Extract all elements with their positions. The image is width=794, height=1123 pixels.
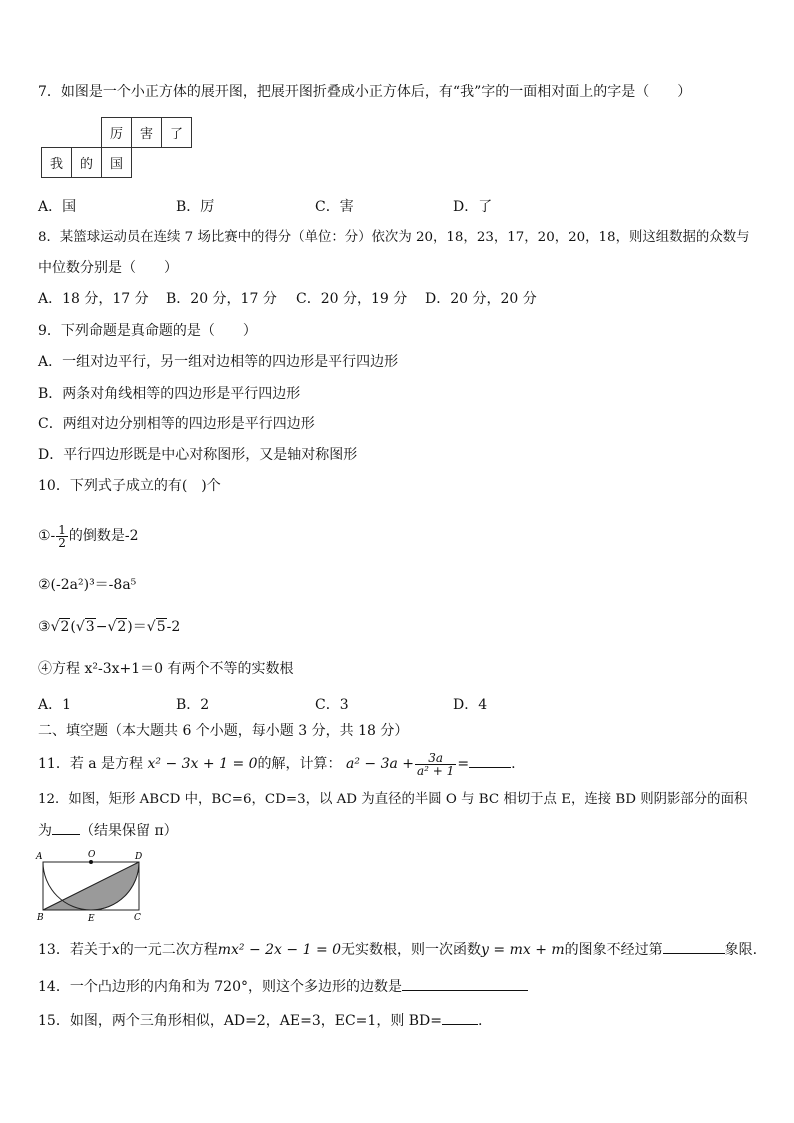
item1-prefix: ①- (38, 528, 56, 544)
q11-expression: a² − 3a + (346, 756, 415, 772)
paren-close-equals: )＝ (127, 619, 147, 635)
q9-option-c: C．两组对边分别相等的四边形是平行四边形 (38, 416, 315, 432)
q11 (38, 746, 516, 782)
q10-option-a: A．1 (38, 697, 72, 713)
q8-option-b: B．20 分，17 分 (166, 291, 277, 307)
sqrt-expr: √2 (50, 619, 70, 635)
q11-prefix: 11．若 a 是方程 (38, 756, 144, 772)
answer-blank[interactable] (52, 820, 80, 835)
q10-option-d: D．4 (453, 697, 488, 713)
label-e: E (88, 914, 95, 924)
label-o: O (88, 850, 96, 860)
section-heading: 二、填空题（本大题共 6 个小题，每小题 3 分，共 18 分） (38, 723, 409, 739)
q11-fraction (415, 752, 456, 777)
q13-prefix: 13．若关于 (38, 942, 112, 958)
answer-blank[interactable] (469, 753, 511, 768)
center-point-o (89, 860, 93, 864)
q14-text: 14．一个凸边形的内角和为 720°，则这个多边形的边数是 (38, 979, 402, 995)
minus-sign: − (95, 619, 108, 635)
q8-option-d: D．20 分，20 分 (425, 291, 537, 307)
q7-stem: 7．如图是一个小正方体的展开图，把展开图折叠成小正方体后，有“我”字的一面相对面上的字是（ ） (38, 84, 692, 100)
fraction-numerator: 3a (415, 752, 456, 765)
q13-function: y = mx + m (481, 942, 565, 958)
q10-item-3 (38, 617, 180, 637)
label-a: A (36, 852, 43, 862)
q13-mid3: 的图象不经过第 (564, 942, 663, 958)
q10-item-2: ②(-2a²)³＝-8a⁵ (38, 577, 137, 593)
q13-mid1: 的一元二次方程 (119, 942, 218, 958)
q9-stem: 9．下列命题是真命题的是（ ） (38, 323, 257, 339)
radicand: 2 (60, 619, 70, 635)
q12-stem-line2 (38, 820, 178, 841)
period: . (511, 756, 516, 772)
q8-option-a: A．18 分，17 分 (38, 291, 149, 307)
q12-prefix: 为 (38, 823, 52, 839)
paren-open: ( (70, 619, 76, 635)
q11-mid: 的解，计算： (257, 756, 342, 772)
q8-stem-line2: 中位数分别是（ ） (38, 260, 178, 276)
net-cell: 厉 (102, 118, 132, 148)
q7-option-c: C．害 (315, 199, 354, 215)
q9-option-b: B．两条对角线相等的四边形是平行四边形 (38, 386, 301, 402)
q10-stem: 10．下列式子成立的有( )个 (38, 478, 221, 494)
q7-option-a: A．国 (38, 199, 77, 215)
radicand: 2 (117, 619, 127, 635)
q13-end: 象限. (724, 942, 758, 958)
net-cell: 我 (42, 148, 72, 178)
q13-mid2: 无实数根，则一次函数 (341, 942, 482, 958)
q13 (38, 939, 757, 960)
q14 (38, 976, 528, 997)
radicand: 5 (156, 619, 166, 635)
fraction-numerator: 1 (58, 522, 66, 537)
cube-net-figure (41, 117, 192, 178)
net-cell: 国 (102, 148, 132, 178)
q10-item-1 (38, 518, 139, 554)
q10-option-b: B．2 (176, 697, 210, 713)
fraction-half (56, 524, 68, 549)
sqrt-expr: √3 (75, 619, 95, 635)
q7-option-d: D．了 (453, 199, 493, 215)
item3-prefix: ③ (38, 619, 51, 635)
answer-blank[interactable] (442, 1010, 478, 1025)
q9-option-a: A．一组对边平行，另一组对边相等的四边形是平行四边形 (38, 354, 399, 370)
fraction-denominator: a² + 1 (417, 763, 455, 778)
label-c: C (134, 913, 141, 923)
q11-equation: x² − 3x + 1 = 0 (147, 756, 258, 772)
answer-blank[interactable] (402, 976, 528, 991)
label-d: D (135, 852, 143, 862)
net-cell: 的 (72, 148, 102, 178)
net-cell: 害 (132, 118, 162, 148)
q10-item-4: ④方程 x²-3x+1＝0 有两个不等的实数根 (38, 661, 294, 677)
q13-equation: mx² − 2x − 1 = 0 (217, 942, 342, 958)
item1-suffix: 的倒数是-2 (68, 528, 139, 544)
fraction-denominator: 2 (58, 535, 66, 550)
q15-text: 15．如图，两个三角形相似，AD=2，AE=3，EC=1，则 BD= (38, 1013, 443, 1029)
q7-option-b: B．厉 (176, 199, 215, 215)
q12-stem-line1: 12．如图，矩形 ABCD 中，BC=6，CD=3，以 AD 为直径的半圆 O 与 BC 相切于点 E，连接 BD 则阴影部分的面积 (38, 792, 748, 807)
answer-blank[interactable] (663, 939, 725, 954)
equals-sign: = (457, 756, 470, 772)
rectangle-semicircle-figure (34, 848, 149, 924)
q10-option-c: C．3 (315, 697, 349, 713)
label-b: B (37, 913, 44, 923)
sqrt-expr: √5 (146, 619, 166, 635)
q12-suffix: （结果保留 π） (80, 823, 178, 839)
q9-option-d: D．平行四边形既是中心对称图形，又是轴对称图形 (38, 447, 358, 463)
net-cell: 了 (162, 118, 192, 148)
q15 (38, 1010, 482, 1031)
item3-suffix: -2 (166, 619, 181, 635)
radicand: 3 (85, 619, 95, 635)
q8-option-c: C．20 分，19 分 (296, 291, 408, 307)
period: . (478, 1013, 483, 1029)
q13-variable: x (111, 942, 120, 958)
sqrt-expr: √2 (107, 619, 127, 635)
q8-stem-line1: 8．某篮球运动员在连续 7 场比赛中的得分（单位：分）依次为 20，18，23，17，20，20，18，则这组数据的众数与 (38, 230, 750, 245)
